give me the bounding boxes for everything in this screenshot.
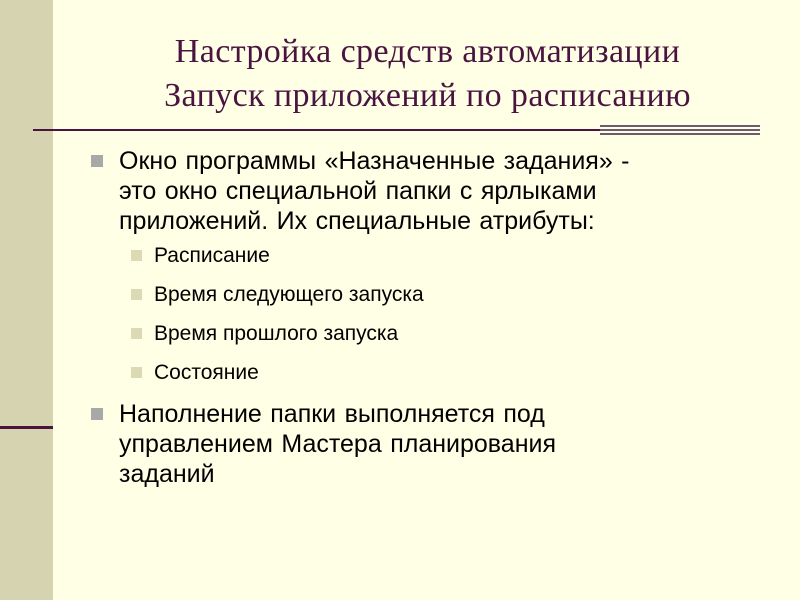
square-bullet-icon [91,408,103,420]
square-sub-bullet-icon [131,367,142,378]
slide-content [88,146,788,496]
square-sub-bullet-icon [131,250,142,261]
bullet-text-line: управлением Мастера планирования [119,430,557,458]
sub-item-label: Состояние [154,361,259,384]
sub-item-label: Время прошлого запуска [154,322,399,345]
sub-item-label: Время следующего запуска [154,283,424,306]
slide-title [60,30,795,118]
sub-item-last-run-time [88,321,788,346]
sub-item-schedule [88,243,788,268]
sub-item-label: Расписание [154,244,270,267]
bullet-text-line: это окно специальной папки с ярлыками [119,177,597,205]
bullet-text-line: заданий [119,460,215,488]
title-line-1: Настройка средств автоматизации [174,33,681,70]
bullet-item-scheduled-tasks [88,146,788,236]
sub-item-status [88,360,788,385]
square-sub-bullet-icon [131,289,142,300]
left-band-divider [0,426,53,429]
bullet-text-line: Наполнение папки выполняется под [119,400,545,428]
square-sub-bullet-icon [131,328,142,339]
bullet-item-folder-wizard [88,399,788,489]
sub-item-next-run-time [88,282,788,307]
title-line-2: Запуск приложений по расписанию [164,77,691,114]
bullet-text-line: приложений. Их специальные атрибуты: [119,207,595,235]
title-accent-stripes [600,125,760,137]
bullet-text-line: Окно программы «Назначенные задания» - [119,147,630,175]
attributes-sub-list [88,243,788,385]
square-bullet-icon [91,155,103,167]
left-decorative-band [0,0,53,600]
